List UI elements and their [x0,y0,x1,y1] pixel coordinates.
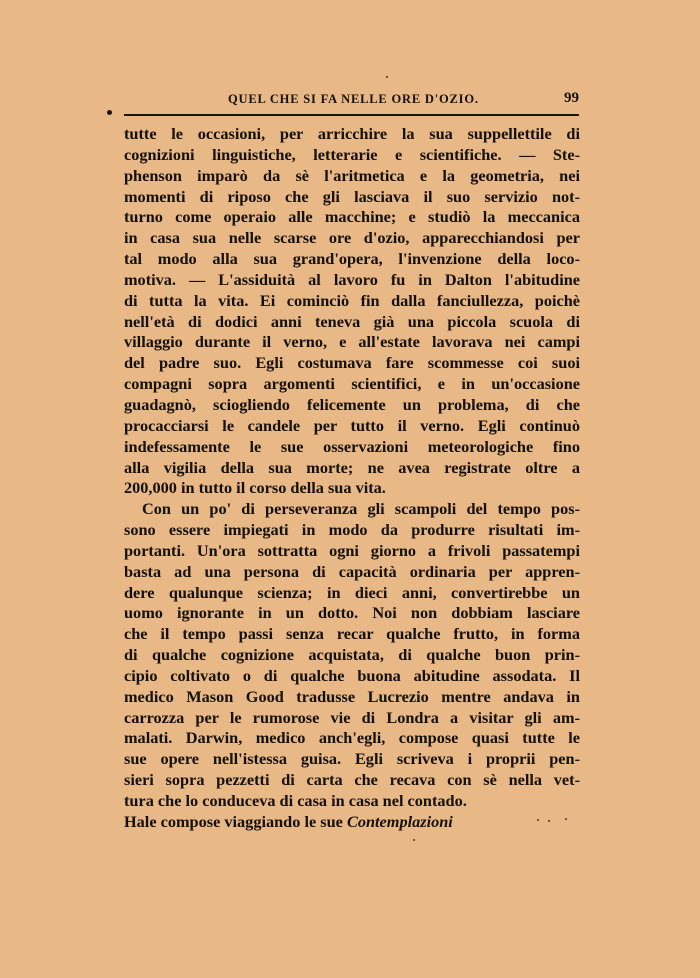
text-line: sue opere nell'istessa guisa. Egli scriveva i proprii pen- [124,749,580,769]
text-line: del padre suo. Egli costumava fare scommesse coi suoi [124,353,580,373]
paper-speck [413,839,415,841]
final-line-text: Hale compose viaggiando le sue [124,811,343,831]
text-line: tutte le occasioni, per arricchire la sua suppellettile di [124,124,580,143]
text-line: alla vigilia della sua morte; ne avea registrate oltre a [124,457,580,477]
text-line: portanti. Un'ora sottratta ogni giorno a frivoli passatempi [124,540,580,560]
text-line: nell'età di dodici anni teneva già una piccola scuola di [124,311,580,331]
text-line: procacciarsi le candele per tutto il verno. Egli continuò [124,415,580,435]
paper-speck [548,820,550,822]
text-line: cognizioni linguistiche, letterarie e scientifiche. — Ste- [124,144,580,164]
final-line [124,812,580,833]
text-line: dere qualunque scienza; in dieci anni, convertirebbe un [124,582,580,602]
text-line: tal modo alla sua grand'opera, l'invenzione della loco- [124,249,580,269]
text-line: guadagnò, sciogliendo felicemente un problema, di che [124,394,580,414]
text-line: sono essere impiegati in modo da produrre risultati im- [124,520,580,540]
paper-speck [537,819,539,821]
paper-speck [565,818,567,820]
text-line: motiva. — L'assiduità al lavoro fu in Dalton l'abitudine [124,269,580,289]
header-rule [124,114,579,116]
text-line: di tutta la vita. Ei cominciò fin dalla fanciullezza, poichè [124,290,580,310]
text-line: medico Mason Good tradusse Lucrezio mentre andava in [124,686,580,706]
paper-speck [386,76,388,78]
text-line: carrozza per le rumorose vie di Londra a visitar gli am- [124,707,580,727]
text-line: indefessamente le sue osservazioni meteorologiche fino [124,436,580,456]
text-line: malati. Darwin, medico anch'egli, compose quasi tutte le [124,728,580,748]
text-line: compagni sopra argomenti scientifici, e in un'occasione [124,374,580,394]
text-line: momenti di riposo che gli lasciava il suo servizio not- [124,186,580,206]
page-number: 99 [564,90,579,106]
running-title: QUEL CHE SI FA NELLE ORE D'OZIO. [228,92,479,106]
margin-dot [107,110,112,115]
text-line: Con un po' di perseveranza gli scampoli del tempo pos- [142,499,580,519]
text-line: phenson imparò da sè l'aritmetica e la geometria, nei [124,165,580,185]
text-line: di qualche cognizione acquistata, di qualche buon prin- [124,645,580,665]
text-line: 200,000 in tutto il corso della sua vita. [124,478,386,498]
final-line-italic: Contemplazioni [346,811,453,831]
text-line: basta ad una persona di capacità ordinaria per appren- [124,561,580,581]
body-text [124,124,580,833]
text-line: cipio coltivato o di qualche buona abitudine assodata. Il [124,665,580,685]
text-line: turno come operaio alle macchine; e studiò la meccanica [124,207,580,227]
text-line: sieri sopra pezzetti di carta che recava con sè nella vet- [124,770,580,790]
running-head [124,92,579,110]
text-line: villaggio durante il verno, e all'estate lavorava nei campi [124,332,580,352]
text-line: tura che lo conduceva di casa in casa nel contado. [124,791,467,810]
text-line: uomo ignorante in un dotto. Noi non dobbiam lasciare [124,603,580,623]
text-line: che il tempo passi senza recar qualche frutto, in forma [124,624,580,644]
text-line: in casa sua nelle scarse ore d'ozio, apparecchiandosi per [124,228,580,248]
paragraphs [124,124,580,812]
